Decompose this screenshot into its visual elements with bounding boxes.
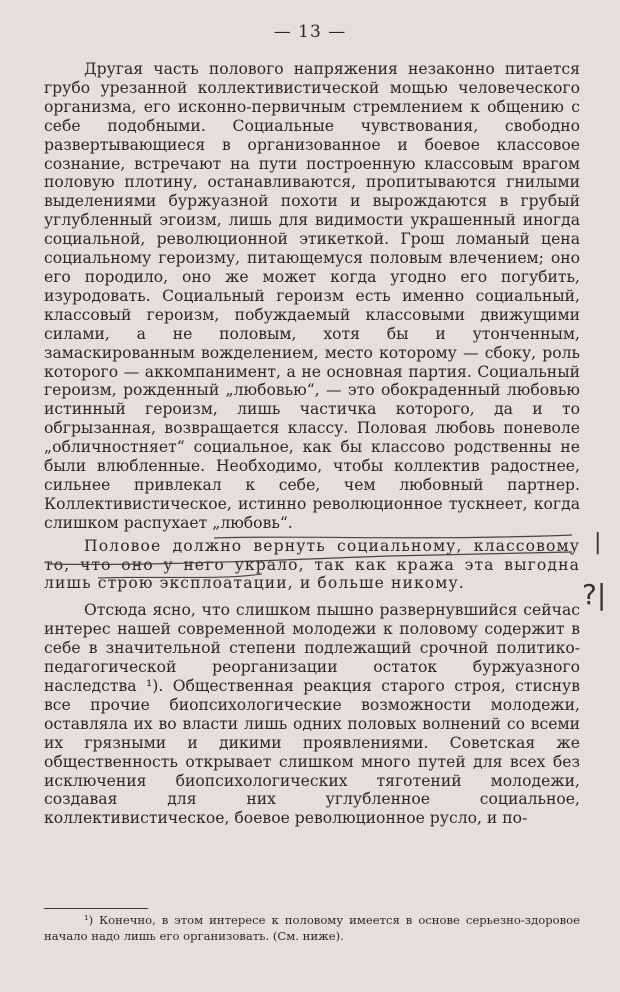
footnote: ¹) Конечно, в этом интересе к половому имеется в основе серьезно-здоровое начало надо лишь его организовать. (См. ниже).: [44, 913, 580, 943]
margin-mark-upper: |: [594, 530, 602, 555]
paragraph: Другая часть полового напряжения незаконно питается грубо урезанной коллективистической мощью человеческого организма, его исконно-первичным стремлением к общению с себе подобными. Социальные чувствования, свободно развертывающиеся в организованное и боевое классовое сознание, встречают на пути построенную классовым врагом половую плотину, останавливаются, пропитываются гнилыми выделениями буржуазной похоти и вырождаются в грубый углубленный эгоизм, лишь для видимости украшенный иногда социальной, революционной этикеткой. Грош ломаный цена социальному героизму, питающемуся половым влечением; оно его породило, оно же может когда угодно его погубить, изуродовать. Социальный героизм есть именно социальный, классовый героизм, побуждаемый классовыми движущими силами, а не половым, хотя бы и утонченным, замаскированным вожделением, место которому — сбоку, роль которого — аккомпанимент, а не основная партия. Социальный героизм, рожденный „любовью“, — это обокраденный любовью истинный героизм, лишь частичка которого, да и то обгрызанная, возвращается классу. Половая любовь поневоле „обличностняет“ социальное, как бы классово родственны не были влюбленные. Необходимо, чтобы коллектив радостнее, сильнее привлекал к себе, чем любовный партнер. Коллективистическое, истинно революционное тускнеет, когда слишком распухает „любовь“.: [44, 60, 580, 532]
page-number: — 13 —: [273, 22, 347, 42]
main-text: [44, 60, 580, 828]
paragraph: Половое должно вернуть социальному, классовому то, что оно у него украло, так как кража эта выгодна лишь строю эксплоатации, и больше никому.: [44, 536, 580, 593]
margin-mark-lower: ?|: [582, 578, 607, 611]
paragraph: Отсюда ясно, что слишком пышно развернувшийся сейчас интерес нашей современной молодежи к половому содержит в себе в значительной степени подлежащий срочной политико-педагогической реорганизации остаток буржуазного наследства ¹). Общественная реакция старого строя, стиснув все прочие биопсихологические возможности молодежи, оставляла их во власти лишь одних половых волнений со всеми их грязными и дикими проявлениями. Советская же общественность открывает слишком много путей для всех без исключения биопсихологических тяготений молодежи, создавая для них углубленное социальное, коллективистическое, боевое революционное русло, и по-: [44, 601, 580, 828]
footnote-divider: [44, 908, 148, 909]
